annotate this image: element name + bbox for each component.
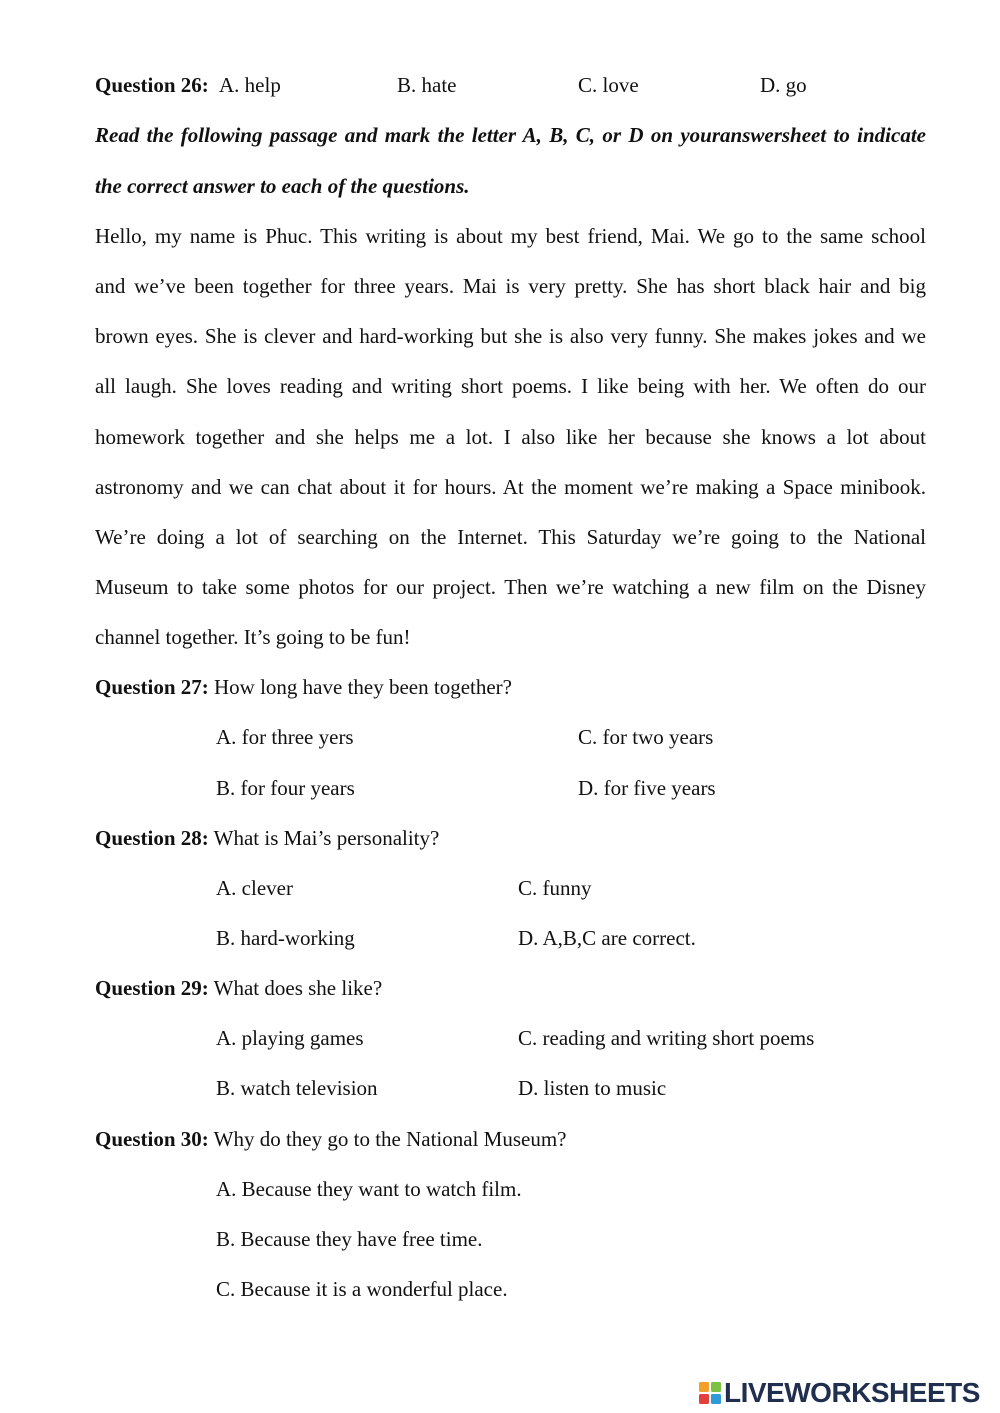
- question-28-option-a[interactable]: A. clever: [216, 876, 293, 900]
- question-29-option-a[interactable]: A. playing games: [216, 1026, 364, 1050]
- question-27-option-d[interactable]: D. for five years: [578, 776, 716, 800]
- question-30-text: Why do they go to the National Museum?: [213, 1127, 567, 1151]
- question-29-option-b[interactable]: B. watch television: [216, 1076, 378, 1100]
- question-26-option-d[interactable]: D. go: [760, 73, 807, 97]
- passage-line: channel together. It’s going to be fun!: [95, 625, 411, 649]
- passage-line: astronomy and we can chat about it for hours. At the moment we’re making a Space minibook.: [95, 475, 926, 499]
- question-30: [95, 1129, 567, 1150]
- question-27-option-a[interactable]: A. for three yers: [216, 725, 354, 749]
- question-27-option-b[interactable]: B. for four years: [216, 776, 355, 800]
- question-28-text: What is Mai’s personality?: [213, 826, 440, 850]
- passage-line: brown eyes. She is clever and hard-working but she is also very funny. She makes jokes and we: [95, 324, 926, 348]
- passage-line: We’re doing a lot of searching on the Internet. This Saturday we’re going to the National: [95, 525, 926, 549]
- question-28-option-b[interactable]: B. hard-working: [216, 926, 355, 950]
- question-29-label: Question 29:: [95, 976, 209, 1000]
- question-29-option-d[interactable]: D. listen to music: [518, 1076, 667, 1100]
- question-30-label: Question 30:: [95, 1127, 209, 1151]
- question-26-label: Question 26:: [95, 73, 209, 97]
- question-26-option-c[interactable]: C. love: [578, 73, 639, 97]
- question-28-option-c[interactable]: C. funny: [518, 876, 592, 900]
- question-27-label: Question 27:: [95, 675, 209, 699]
- passage-line: and we’ve been together for three years. Mai is very pretty. She has short black hair and big: [95, 274, 926, 298]
- liveworksheets-logo-text: LIVEWORKSHEETS: [724, 1377, 980, 1408]
- question-26-option-a[interactable]: A. help: [219, 73, 281, 97]
- question-29-option-c[interactable]: C. reading and writing short poems: [518, 1026, 815, 1050]
- question-28: [95, 828, 439, 849]
- question-27-text: How long have they been together?: [214, 675, 512, 699]
- question-27-option-c[interactable]: C. for two years: [578, 725, 714, 749]
- liveworksheets-logo-icon: [698, 1380, 722, 1406]
- passage-line: Hello, my name is Phuc. This writing is about my best friend, Mai. We go to the same school: [95, 224, 926, 248]
- passage-line: all laugh. She loves reading and writing short poems. I like being with her. We often do our: [95, 374, 926, 398]
- passage-line: Museum to take some photos for our project. Then we’re watching a new film on the Disney: [95, 575, 926, 599]
- question-27: [95, 677, 512, 698]
- liveworksheets-logo: [698, 1378, 980, 1408]
- question-26-option-b[interactable]: B. hate: [397, 73, 457, 97]
- instructions-line-1: Read the following passage and mark the letter A, B, C, or D on youranswersheet to indicate: [95, 123, 926, 147]
- question-28-label: Question 28:: [95, 826, 209, 850]
- passage-line: homework together and she helps me a lot. I also like her because she knows a lot about: [95, 425, 926, 449]
- question-30-option-a[interactable]: A. Because they want to watch film.: [216, 1177, 522, 1201]
- question-30-option-c[interactable]: C. Because it is a wonderful place.: [216, 1277, 508, 1301]
- instructions-line-2: the correct answer to each of the questions.: [95, 174, 470, 198]
- question-29: [95, 978, 382, 999]
- question-28-option-d[interactable]: D. A,B,C are correct.: [518, 926, 696, 950]
- question-30-option-b[interactable]: B. Because they have free time.: [216, 1227, 483, 1251]
- question-29-text: What does she like?: [213, 976, 383, 1000]
